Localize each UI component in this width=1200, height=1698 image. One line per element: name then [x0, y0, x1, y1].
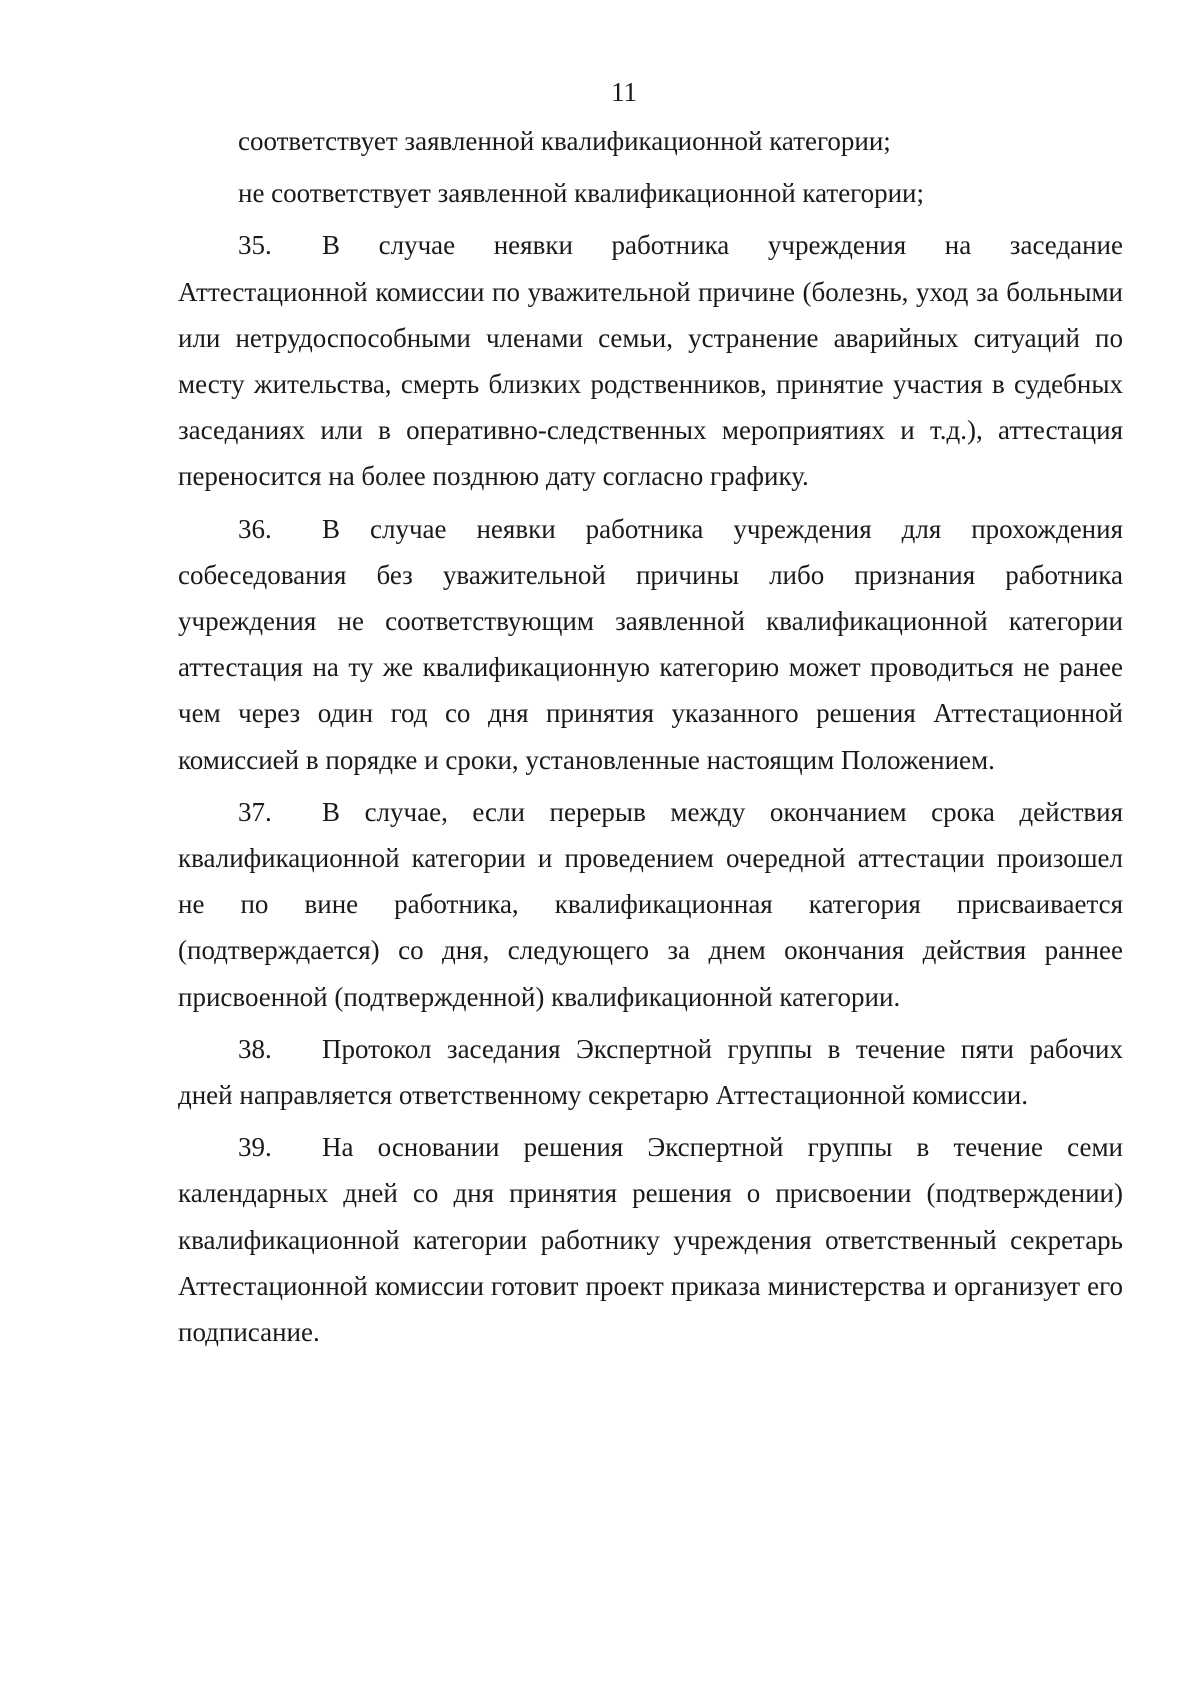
paragraph-36-number: 36. [238, 513, 272, 544]
paragraph-39 [178, 1124, 1123, 1355]
paragraph-37 [178, 789, 1123, 1020]
paragraph-37-text: В случае, если перерыв между окончанием срока действия квалификационной категории и проведением очередной аттестации произошел не по вине работника, квалификационная категория присваивается (подтверждается) со дня, следующего за днем окончания действия раннее присвоенной (подтвержденной) квалификационной категории. [178, 796, 1123, 1012]
page-number: 11 [611, 77, 637, 107]
paragraph-35-number: 35. [238, 230, 272, 261]
paragraph-36-text: В случае неявки работника учреждения для прохождения собеседования без уважительной причины либо признания работника учреждения не соответствующим заявленной квалификационной категории аттестация на ту же квалификационную категорию может проводиться не ранее чем через один год со дня принятия указанного решения Аттестационной комиссией в порядке и сроки, установленные настоящим Положением. [178, 513, 1123, 775]
list-line-1: соответствует заявленной квалификационной категории; [238, 126, 891, 156]
paragraph-37-number: 37. [238, 796, 272, 827]
paragraph-36 [178, 506, 1123, 783]
paragraph-38 [178, 1026, 1123, 1118]
paragraph-39-text: На основании решения Экспертной группы в течение семи календарных дней со дня принятия решения о присвоении (подтверждении) квалификационной категории работнику учреждения ответственный секретарь Аттестационной комиссии готовит проект приказа министерства и организует его подписание. [178, 1132, 1123, 1348]
paragraph-38-number: 38. [238, 1033, 272, 1064]
paragraph-35-text: В случае неявки работника учреждения на заседание Аттестационной комиссии по уважительной причине (болезнь, уход за больными или нетрудоспособными членами семьи, устранение аварийных ситуаций по месту жительства, смерть близких родственников, принятие участия в судебных заседаниях или в оперативно-следственных мероприятиях и т.д.), аттестация переносится на более позднюю дату согласно графику. [178, 230, 1123, 492]
paragraph-39-number: 39. [238, 1132, 272, 1163]
paragraph-35 [178, 222, 1123, 499]
paragraph-38-text: Протокол заседания Экспертной группы в течение пяти рабочих дней направляется ответственному секретарю Аттестационной комиссии. [178, 1033, 1123, 1111]
list-line-2: не соответствует заявленной квалификационной категории; [238, 178, 924, 209]
document-body [178, 118, 1123, 1355]
